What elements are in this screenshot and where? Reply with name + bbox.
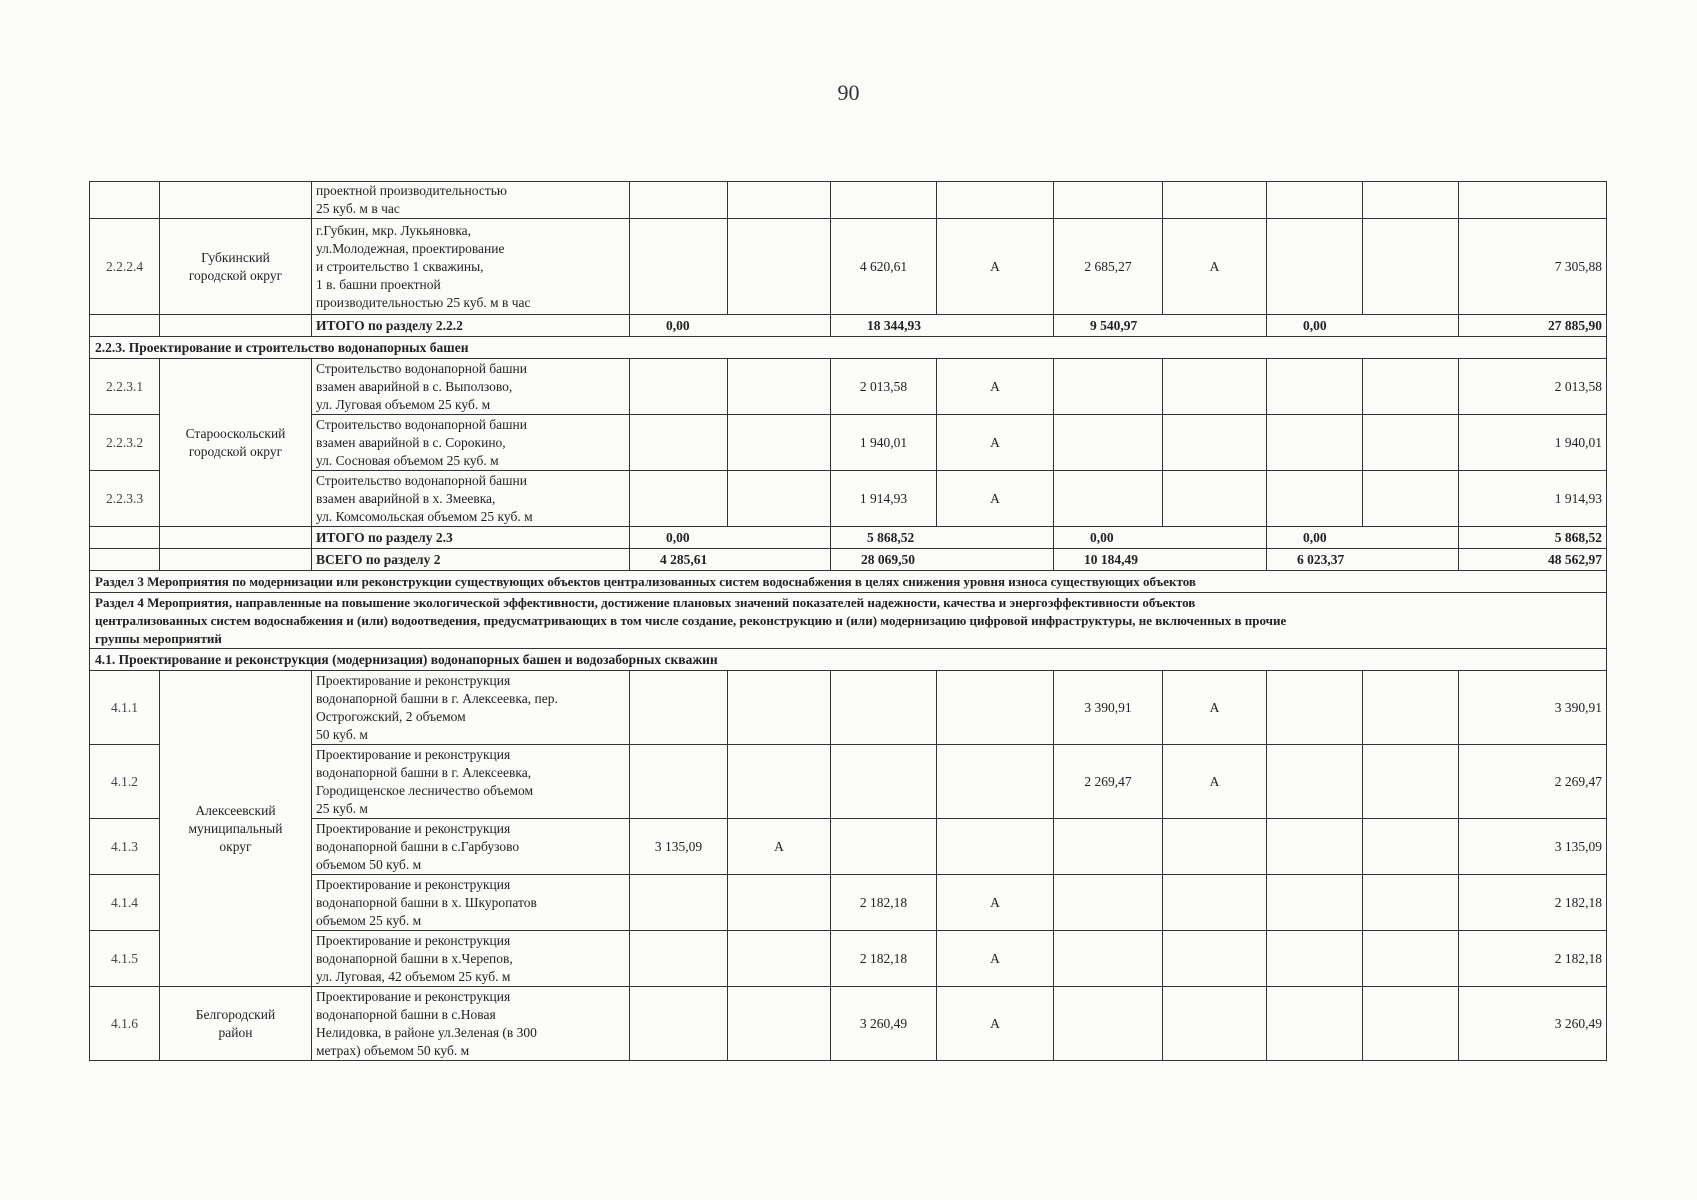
amount-cell: 0,00: [630, 315, 831, 337]
description-cell: [312, 415, 630, 471]
section-title-line: группы мероприятий: [95, 630, 222, 646]
description-line: водонапорной башни в г. Алексеевка, пер.: [316, 690, 558, 706]
source-mark: А: [937, 875, 1054, 931]
description-line: водонапорной башни в г. Алексеевка,: [316, 764, 532, 780]
description-line: ул.Молодежная, проектирование: [316, 240, 505, 256]
amount-cell: 1 914,93: [831, 471, 937, 527]
table-row: [90, 931, 1607, 987]
description-line: производительностью 25 куб. м в час: [316, 294, 531, 310]
amount-cell: 2 685,27: [1054, 219, 1163, 315]
description-line: Строительство водонапорной башни: [316, 472, 528, 488]
source-mark: А: [937, 987, 1054, 1061]
section-title: 4.1. Проектирование и реконструкция (модернизация) водонапорных башен и водозаборных скважин: [90, 649, 1607, 671]
description-line: ул. Сосновая объемом 25 куб. м: [316, 452, 499, 468]
description-line: Строительство водонапорной башни: [316, 360, 528, 376]
amount-cell: 10 184,49: [1054, 549, 1267, 571]
description-line: 1 в. башни проектной: [316, 276, 441, 292]
amount-cell: 1 940,01: [831, 415, 937, 471]
grand-total-label: ВСЕГО по разделу 2: [312, 549, 630, 571]
description-line: г.Губкин, мкр. Лукьяновка,: [316, 222, 472, 238]
section-title: Раздел 3 Мероприятия по модернизации или реконструкции существующих объектов централизованных систем водоснабжения в целях снижения уровня износа существующих объектов: [90, 571, 1607, 593]
description-line: Проектирование и реконструкция: [316, 876, 511, 892]
description-cell: [312, 875, 630, 931]
table-row: [90, 671, 1607, 745]
amount-cell: 28 069,50: [831, 549, 1054, 571]
row-number-cell: [90, 182, 160, 219]
investment-table: [89, 181, 1607, 1061]
district-line: район: [218, 1024, 253, 1040]
total-cell: 3 135,09: [1459, 819, 1607, 875]
description-line: объемом 50 куб. м: [316, 856, 422, 872]
district-line: округ: [219, 838, 252, 854]
total-cell: 2 013,58: [1459, 359, 1607, 415]
row-number: 2.2.3.1: [90, 359, 160, 415]
amount-cell: 2 182,18: [831, 875, 937, 931]
amount-cell: 9 540,97: [1054, 315, 1267, 337]
description-line: Городищенское лесничество объемом: [316, 782, 534, 798]
description-cell: [312, 219, 630, 315]
section-title: 2.2.3. Проектирование и строительство водонапорных башен: [90, 337, 1607, 359]
subtotal-label: ИТОГО по разделу 2.2.2: [312, 315, 630, 337]
amount-cell: 2 269,47: [1054, 745, 1163, 819]
description-cell: [312, 931, 630, 987]
description-cell: [312, 671, 630, 745]
description-cell: [312, 471, 630, 527]
district-line: Старооскольский: [185, 425, 286, 441]
description-line: Строительство водонапорной башни: [316, 416, 528, 432]
source-mark: А: [937, 359, 1054, 415]
description-cell: [312, 745, 630, 819]
district-cell: [160, 671, 312, 987]
table-row: [90, 415, 1607, 471]
description-line: Проектирование и реконструкция: [316, 672, 511, 688]
description-line: ул. Луговая, 42 объемом 25 куб. м: [316, 968, 511, 984]
total-cell: 2 269,47: [1459, 745, 1607, 819]
source-mark: А: [1163, 219, 1267, 315]
description-line: взамен аварийной в х. Змеевка,: [316, 490, 496, 506]
description-line: Проектирование и реконструкция: [316, 932, 511, 948]
row-number: 4.1.3: [90, 819, 160, 875]
table-row: [90, 471, 1607, 527]
table-row: [90, 987, 1607, 1061]
amount-cell: 3 390,91: [1054, 671, 1163, 745]
page-number: 90: [837, 80, 860, 105]
description-line: 50 куб. м: [316, 726, 368, 742]
total-cell: 3 390,91: [1459, 671, 1607, 745]
description-line: ул. Комсомольская объемом 25 куб. м: [316, 508, 533, 524]
section-row: [90, 593, 1607, 649]
amount-cell: 0,00: [1267, 527, 1459, 549]
source-mark: А: [937, 931, 1054, 987]
description-line: водонапорной башни в с.Гарбузово: [316, 838, 520, 854]
district-line: муниципальный: [188, 820, 283, 836]
district-cell: [160, 987, 312, 1061]
source-mark: А: [1163, 671, 1267, 745]
description-line: проектной производительностью: [316, 183, 507, 198]
district-cell: [160, 182, 312, 219]
amount-cell: 6 023,37: [1267, 549, 1459, 571]
row-number: 2.2.3.3: [90, 471, 160, 527]
section-title-line: Раздел 4 Мероприятия, направленные на повышение экологической эффективности, достижение плановых значений показателей надежности, качества и энергоэффективности объектов: [95, 594, 1196, 610]
section-title: [90, 593, 1607, 649]
row-number: 4.1.1: [90, 671, 160, 745]
subtotal-label: ИТОГО по разделу 2.3: [312, 527, 630, 549]
row-number: 4.1.5: [90, 931, 160, 987]
table-row: [90, 359, 1607, 415]
description-cell: [312, 987, 630, 1061]
row-number: 2.2.3.2: [90, 415, 160, 471]
subtotal-row: [90, 527, 1607, 549]
description-cell: [312, 359, 630, 415]
description-line: 25 куб. м в час: [316, 201, 400, 216]
amount-cell: 0,00: [1267, 315, 1459, 337]
table-row: [90, 219, 1607, 315]
description-line: водонапорной башни в х. Шкуропатов: [316, 894, 537, 910]
amount-cell: 0,00: [1054, 527, 1267, 549]
description-line: водонапорной башни в с.Новая: [316, 1006, 496, 1022]
source-mark: А: [1163, 745, 1267, 819]
amount-cell: 2 013,58: [831, 359, 937, 415]
description-cell: [312, 182, 630, 219]
table-row: [90, 745, 1607, 819]
description-line: Проектирование и реконструкция: [316, 820, 511, 836]
table-row: [90, 819, 1607, 875]
table-row: [90, 182, 1607, 219]
description-line: ул. Луговая объемом 25 куб. м: [316, 396, 491, 412]
district-cell: [160, 219, 312, 315]
district-line: Алексеевский: [195, 802, 276, 818]
description-cell: [312, 819, 630, 875]
amount-cell: 0,00: [630, 527, 831, 549]
district-line: городской округ: [188, 443, 283, 459]
grand-total-row: [90, 549, 1607, 571]
amount-cell: 4 620,61: [831, 219, 937, 315]
subtotal-row: [90, 315, 1607, 337]
amount-cell: 2 182,18: [831, 931, 937, 987]
description-line: объемом 25 куб. м: [316, 912, 422, 928]
row-number: 2.2.2.4: [90, 219, 160, 315]
total-cell: 5 868,52: [1459, 527, 1607, 549]
description-line: 25 куб. м: [316, 800, 368, 816]
section-title-line: централизованных систем водоснабжения и (или) водоотведения, предусматривающих в том числе создание, реконструкцию и (или) модернизацию цифровой инфраструктуры, не включенных в прочие: [95, 612, 1287, 628]
total-cell: 1 914,93: [1459, 471, 1607, 527]
amount-cell: 3 260,49: [831, 987, 937, 1061]
description-line: взамен аварийной в с. Сорокино,: [316, 434, 506, 450]
district-line: Губкинский: [201, 249, 270, 265]
amount-cell: 4 285,61: [630, 549, 831, 571]
total-cell: 48 562,97: [1459, 549, 1607, 571]
total-cell: 1 940,01: [1459, 415, 1607, 471]
total-cell: 7 305,88: [1459, 219, 1607, 315]
total-cell: 2 182,18: [1459, 931, 1607, 987]
total-cell: 3 260,49: [1459, 987, 1607, 1061]
district-line: Белгородский: [195, 1006, 276, 1022]
description-line: Проектирование и реконструкция: [316, 988, 511, 1004]
total-cell: 27 885,90: [1459, 315, 1607, 337]
section-row: [90, 337, 1607, 359]
table-row: [90, 875, 1607, 931]
section-row: [90, 571, 1607, 593]
amount-cell: 3 135,09: [630, 819, 728, 875]
source-mark: А: [937, 219, 1054, 315]
source-mark: А: [728, 819, 831, 875]
description-line: Нелидовка, в районе ул.Зеленая (в 300: [316, 1024, 537, 1040]
district-line: городской округ: [188, 267, 283, 283]
district-cell: [160, 359, 312, 527]
description-line: метрах) объемом 50 куб. м: [316, 1042, 470, 1058]
source-mark: А: [937, 471, 1054, 527]
row-number: 4.1.2: [90, 745, 160, 819]
amount-cell: 18 344,93: [831, 315, 1054, 337]
total-cell: 2 182,18: [1459, 875, 1607, 931]
amount-cell: 5 868,52: [831, 527, 1054, 549]
row-number: 4.1.4: [90, 875, 160, 931]
source-mark: А: [937, 415, 1054, 471]
description-line: Проектирование и реконструкция: [316, 746, 511, 762]
section-row: [90, 649, 1607, 671]
description-line: взамен аварийной в с. Выползово,: [316, 378, 513, 394]
description-line: и строительство 1 скважины,: [316, 258, 484, 274]
row-number: 4.1.6: [90, 987, 160, 1061]
description-line: Острогожский, 2 объемом: [316, 708, 466, 724]
description-line: водонапорной башни в х.Черепов,: [316, 950, 513, 966]
